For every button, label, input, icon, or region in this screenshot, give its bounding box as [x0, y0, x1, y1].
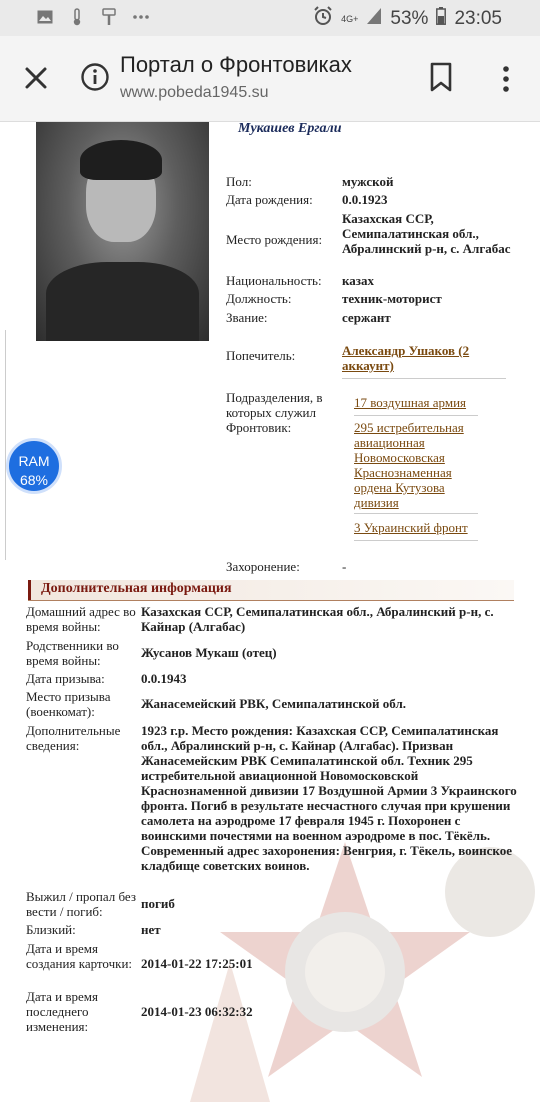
unit-link-3-ukrainian-front[interactable]: 3 Украинский фронт: [354, 520, 468, 535]
page-url: www.pobeda1945.su: [120, 84, 269, 101]
draft-office-value: Жанасемейский РВК, Семипалатинской обл.: [141, 696, 407, 711]
fate-label: Выжил / пропал без вести / погиб:: [26, 889, 136, 919]
bookmark-icon[interactable]: [426, 60, 456, 94]
paint-roller-icon: [100, 8, 118, 26]
overflow-menu-icon[interactable]: [496, 62, 516, 96]
page-title: Портал о Фронтовиках: [120, 52, 352, 77]
close-person-label: Близкий:: [26, 922, 76, 937]
rank-value: сержант: [342, 310, 391, 325]
clock: 23:05: [454, 8, 502, 29]
nationality-value: казах: [342, 273, 375, 288]
guardian-link[interactable]: Александр Ушаков (2 аккаунт): [342, 343, 470, 373]
extra-info-label: Дополнительные сведения:: [26, 723, 121, 753]
status-bar: [0, 0, 540, 36]
relatives-value: Жусанов Мукаш (отец): [141, 645, 277, 660]
veteran-name: Мукашев Ергали: [238, 122, 342, 136]
close-icon[interactable]: [20, 62, 52, 94]
unit-link-17-air-army[interactable]: 17 воздушная армия: [354, 395, 467, 410]
ram-usage-badge[interactable]: [6, 438, 62, 494]
battery-icon: [436, 7, 446, 31]
custom-tab-toolbar: [0, 36, 540, 122]
guardian-label: Попечитель:: [226, 348, 296, 363]
modified-value: 2014-01-23 06:32:32: [141, 1004, 253, 1019]
web-content[interactable]: [0, 122, 540, 1110]
draft-date-label: Дата призыва:: [26, 671, 105, 686]
position-label: Должность:: [226, 291, 292, 306]
gender-value: мужской: [342, 174, 394, 189]
ram-label: RAM: [18, 453, 50, 469]
units-label: Подразделения, в которых служил Фронтовик:: [226, 390, 323, 435]
home-address-value: Казахская ССР, Семипалатинская обл., Абралинский р-н, с. Кайнар (Алгабас): [141, 604, 494, 634]
additional-info-heading: Дополнительная информация: [28, 580, 514, 600]
draft-office-label: Место призыва (военкомат):: [26, 689, 111, 719]
network-type: 4G+: [341, 13, 359, 24]
nationality-label: Национальность:: [226, 273, 322, 288]
relatives-label: Родственники во время войны:: [26, 638, 119, 668]
home-address-label: Домашний адрес во время войны:: [26, 604, 136, 634]
position-value: техник-моторист: [342, 291, 442, 306]
battery-percent: 53%: [390, 8, 429, 29]
alarm-icon: [313, 6, 333, 32]
modified-label: Дата и время последнего изменения:: [26, 989, 98, 1034]
created-label: Дата и время создания карточки:: [26, 941, 133, 971]
thermometer-icon: [68, 8, 86, 26]
fate-value: погиб: [141, 896, 175, 911]
gallery-icon: [36, 8, 54, 26]
system-status: [313, 6, 502, 32]
info-icon[interactable]: [80, 62, 110, 92]
more-notifications-icon: [132, 8, 150, 26]
birth-date-label: Дата рождения:: [226, 192, 313, 207]
gender-label: Пол:: [226, 174, 252, 189]
created-value: 2014-01-22 17:25:01: [141, 956, 253, 971]
close-person-value: нет: [141, 922, 161, 937]
veteran-photo: [36, 122, 209, 341]
edge-panel-handle[interactable]: [0, 330, 6, 560]
ram-percent: 68%: [19, 472, 49, 488]
rank-label: Звание:: [226, 310, 268, 325]
signal-icon: [366, 7, 382, 31]
burial-value: -: [342, 559, 347, 574]
unit-link-295-division[interactable]: 295 истребительная авиационная Новомосковская Краснознаменная ордена Кутузова дивизия: [354, 420, 464, 510]
birth-place-label: Место рождения:: [226, 232, 323, 247]
notification-icons: [36, 8, 150, 26]
birth-place-value: Казахская ССР, Семипалатинская обл., Абралинский р-н, с. Алгабас: [342, 211, 511, 256]
draft-date-value: 0.0.1943: [141, 671, 187, 686]
birth-date-value: 0.0.1923: [342, 192, 388, 207]
burial-label: Захоронение:: [226, 559, 300, 574]
extra-info-value: 1923 г.р. Место рождения: Казахская ССР, Семипалатинская обл., Абралинский р-н, с. Кайнар (Алгабас). Призван Жанасемейским РВК Семипалатинской обл. Техник 295 истребительной авиационной Новомосковской Краснознаменной дивизии 17 Воздушной Армии 3 Украинского фронта. Погиб в результате несчастного случая при крушении самолета на аэродроме 17 февраля 1945 г. Похоронен с воинскими почестями на военном аэродроме в пос. Тёкёль. Современный адрес захоронения: Венгрия, г. Тёкель, воинское кладбище советских воинов.: [141, 723, 517, 873]
